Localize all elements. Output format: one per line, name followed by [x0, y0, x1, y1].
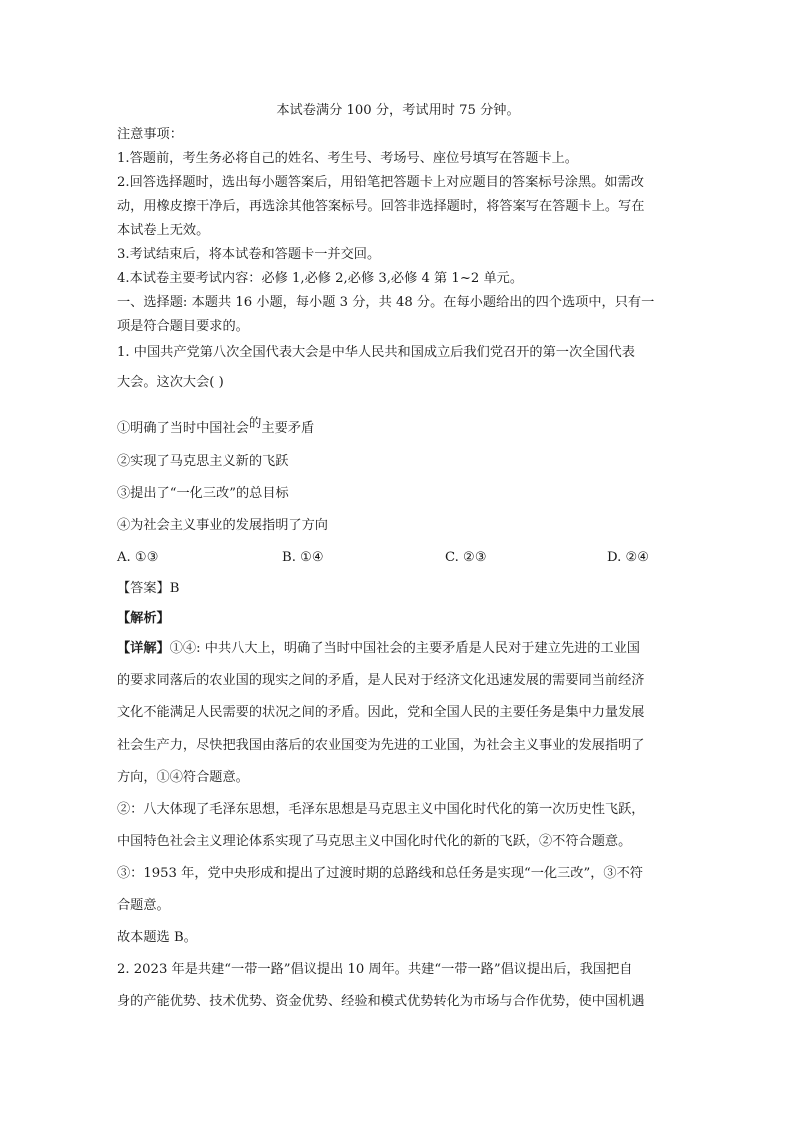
notice-item-2-line-3: 本试卷上无效。 [117, 223, 210, 238]
q1-option-b: B. ①④ [282, 550, 324, 565]
q1-answer: 【答案】B [117, 581, 180, 596]
q1-stem-line-1: 1. 中国共产党第八次全国代表大会是中华人民共和国成立后我们党召开的第一次全国代表 [117, 345, 635, 360]
notice-item-1: 1.答题前，考生务必将自己的姓名、考生号、考场号、座位号填写在答题卡上。 [117, 151, 578, 166]
q1-statement-1-part-a: ①明确了当时中国社会 [117, 421, 249, 436]
q1-detail-line-7: 中国特色社会主义理论体系实现了马克思主义中国化时代化的新的飞跃，②不符合题意。 [117, 834, 632, 849]
q1-stem-line-2: 大会。这次大会( ) [117, 375, 224, 390]
q1-detail-line-1 [117, 642, 640, 655]
q1-detail-head: 【详解】 [117, 641, 170, 656]
q1-statement-2: ②实现了马克思主义新的飞跃 [117, 454, 289, 469]
notice-item-3: 3.考试结束后，将本试卷和答题卡一并交回。 [117, 247, 381, 262]
section-heading-line-2: 项是符合题目要求的。 [117, 319, 249, 334]
q1-statement-1-sup: 的 [248, 415, 262, 430]
q1-statement-1-part-b: 主要矛盾 [261, 421, 315, 436]
q1-detail-line-8: ③：1953 年，党中央形成和提出了过渡时期的总路线和总任务是实现“一化三改”，③不符 [117, 866, 643, 881]
section-heading-line-1: 一、选择题: 本题共 16 小题，每小题 3 分，共 48 分。在每小题给出的四个选项中，只有一 [117, 295, 655, 310]
q1-detail-line-9: 合题意。 [117, 898, 170, 913]
q1-detail-line-3: 文化不能满足人民需要的状况之间的矛盾。因此，党和全国人民的主要任务是集中力量发展 [117, 705, 645, 720]
q1-detail-line-6: ②：八大体现了毛泽东思想，毛泽东思想是马克思主义中国化时代化的第一次历史性飞跃， [117, 802, 645, 817]
q1-detail-line-2: 的要求同落后的农业国的现实之间的矛盾，是人民对于经济文化迅速发展的需要同当前经济 [117, 673, 645, 688]
notice-item-4: 4.本试卷主要考试内容：必修 1,必修 2,必修 3,必修 4 第 1~2 单元。 [117, 271, 524, 286]
q1-option-a: A. ①③ [117, 550, 159, 565]
notice-item-2-line-1: 2.回答选择题时，选出每小题答案后，用铅笔把答题卡上对应题目的答案标号涂黑。如需改 [117, 175, 644, 190]
q1-conclusion: 故本题选 B。 [117, 930, 197, 945]
q1-analysis-title: 【解析】 [117, 611, 170, 626]
q1-detail-line-1-body: ①④: 中共八大上，明确了当时中国社会的主要矛盾是人民对于建立先进的工业国 [169, 641, 640, 656]
q2-stem-line-1: 2. 2023 年是共建“一带一路”倡议提出 10 周年。共建“一带一路”倡议提出后，我国把自 [117, 962, 633, 977]
q1-statement-1 [117, 415, 315, 436]
notice-title: 注意事项： [117, 127, 183, 142]
q1-option-d: D. ②④ [607, 550, 650, 565]
q1-statement-4: ④为社会主义事业的发展指明了方向 [117, 518, 328, 533]
q1-option-c: C. ②③ [445, 550, 487, 565]
q1-detail-line-4: 社会生产力，尽快把我国由落后的农业国变为先进的工业国，为社会主义事业的发展指明了 [117, 738, 645, 753]
q1-statement-3: ③提出了“一化三改”的总目标 [117, 486, 289, 501]
q2-stem-line-2: 身的产能优势、技术优势、资金优势、经验和模式优势转化为市场与合作优势，使中国机遇 [117, 994, 645, 1009]
q1-detail-line-5: 方向，①④符合题意。 [117, 770, 249, 785]
score-line: 本试卷满分 100 分，考试用时 75 分钟。 [276, 103, 520, 118]
notice-item-2-line-2: 动，用橡皮擦干净后，再选涂其他答案标号。回答非选择题时，将答案写在答题卡上。写在 [117, 199, 645, 214]
